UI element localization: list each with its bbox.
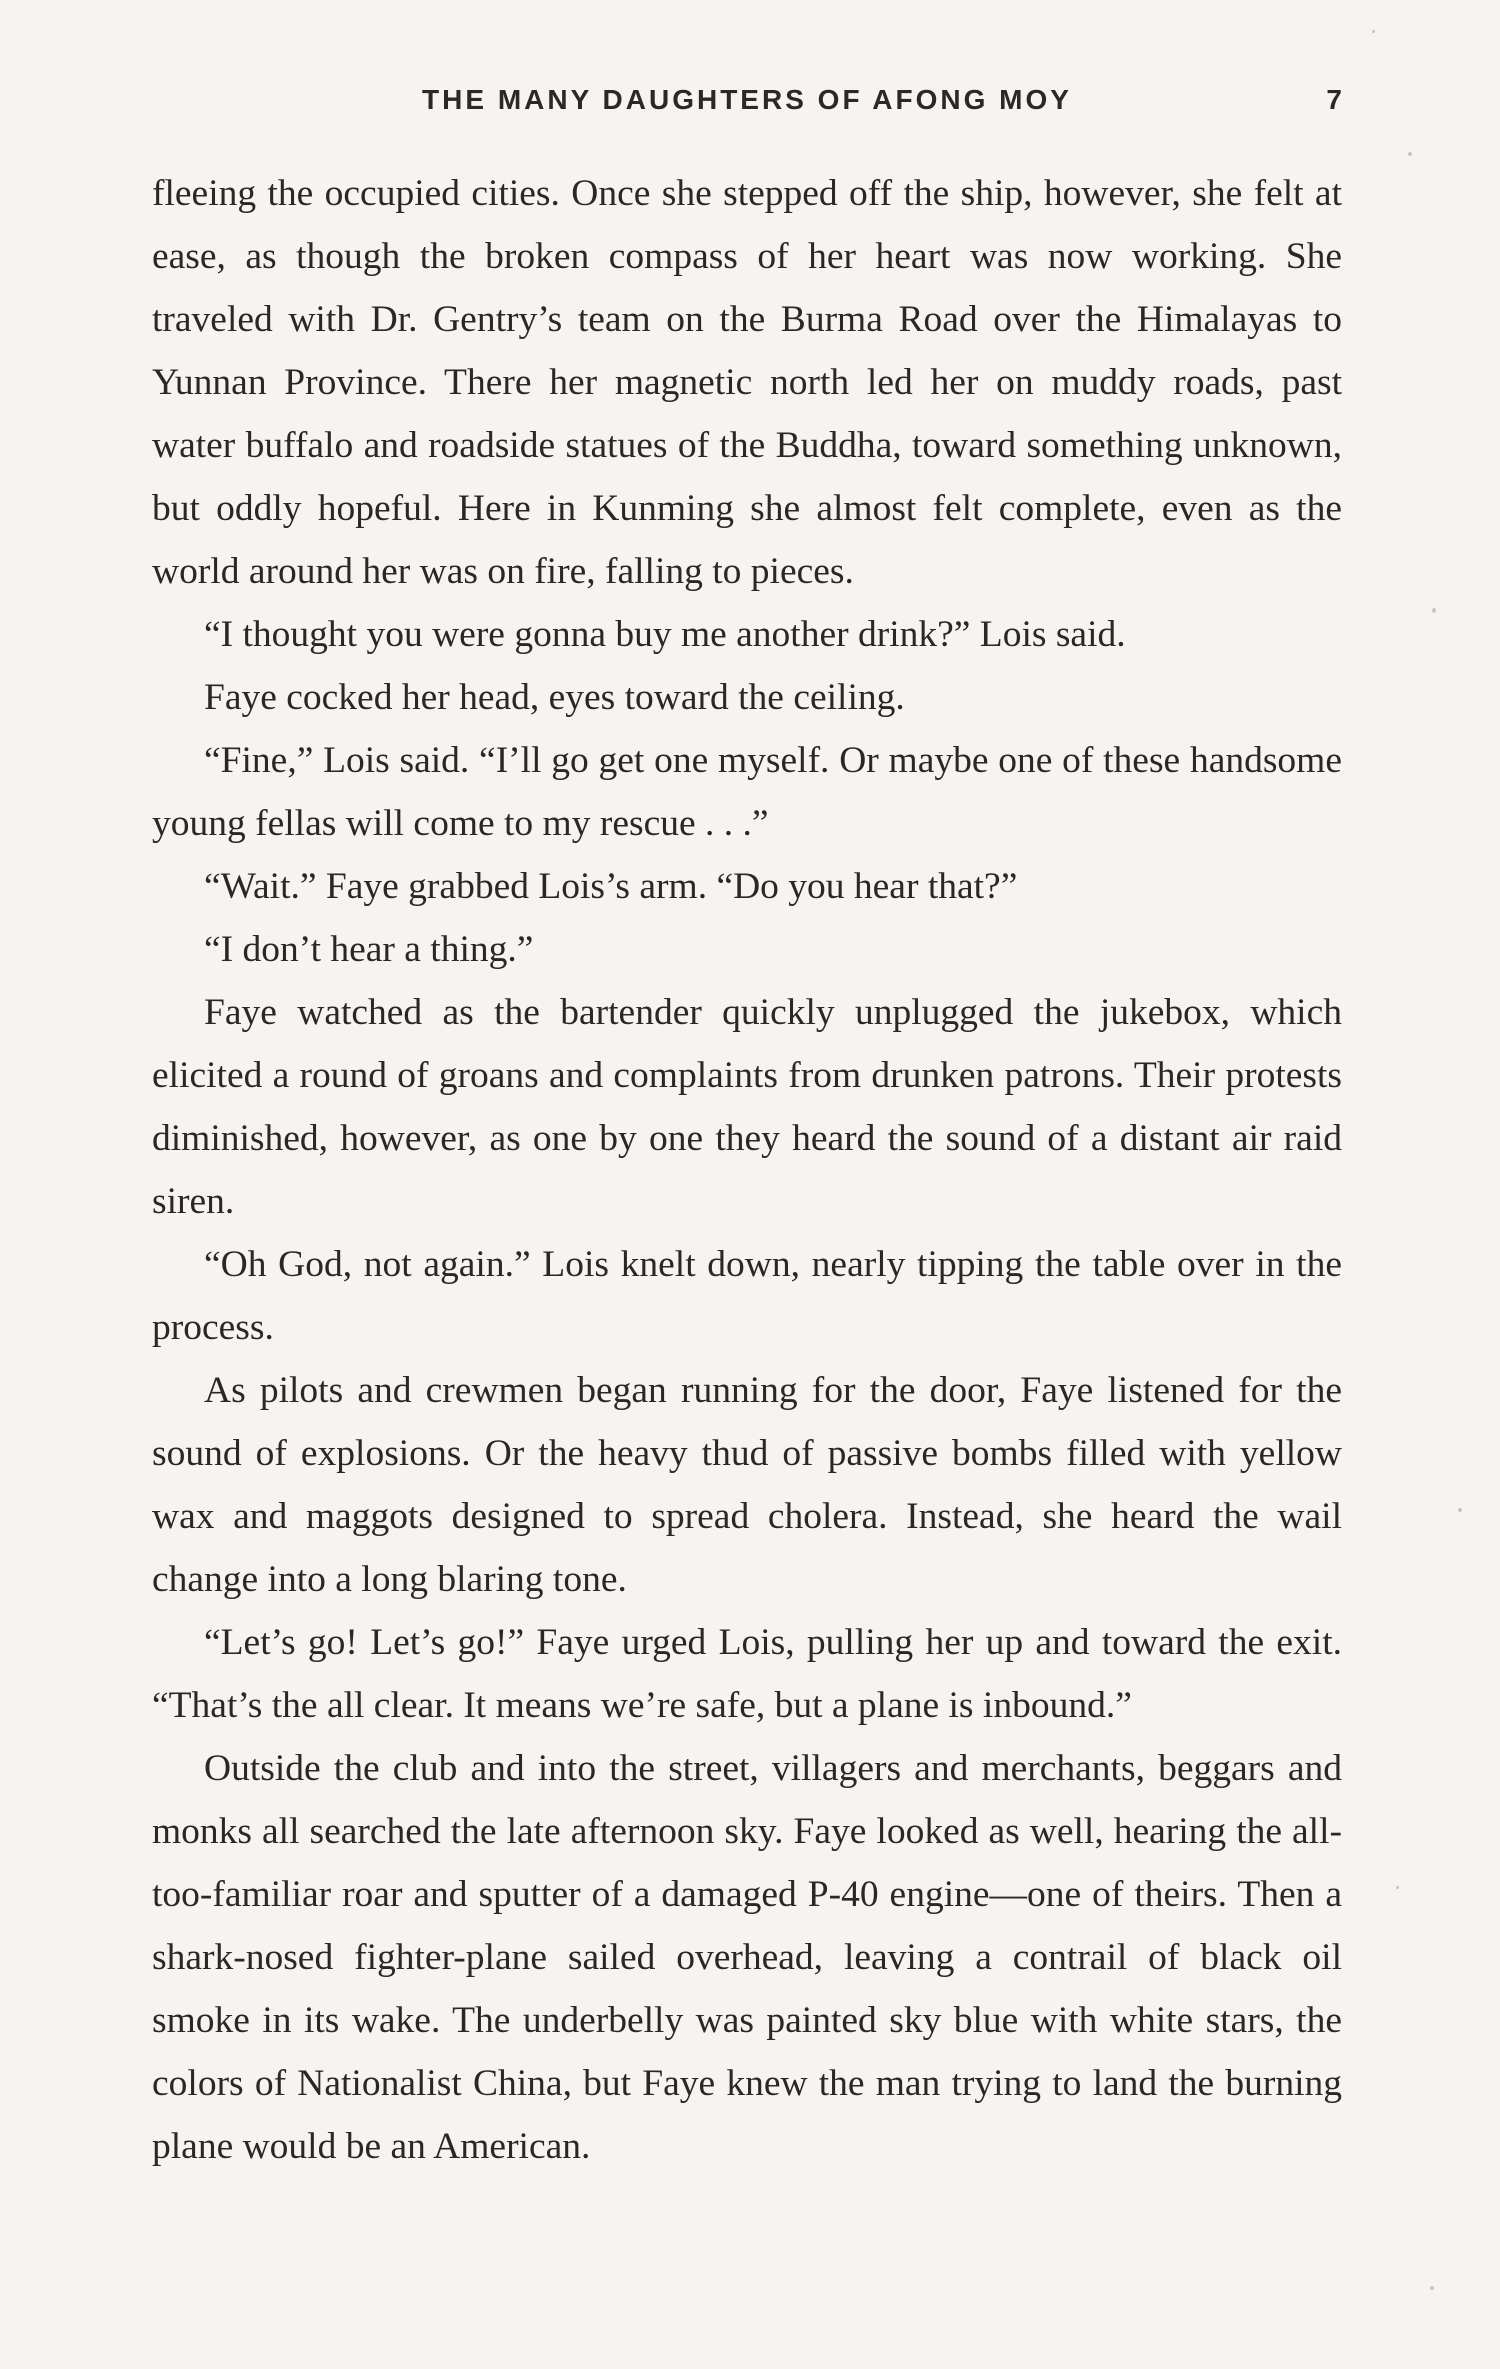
running-title: THE MANY DAUGHTERS OF AFONG MOY	[422, 84, 1072, 115]
body-text	[152, 162, 1342, 2178]
paragraph: “Wait.” Faye grabbed Lois’s arm. “Do you hear that?”	[204, 866, 1018, 907]
paragraph: Faye watched as the bartender quickly unplugged the jukebox, which elicited a round of groans and complaints from drunken patrons. Their protests diminished, however, as one by one they heard the sound of a distant air raid siren.	[152, 992, 1342, 1222]
scan-speck	[1408, 152, 1412, 156]
paragraph: “I thought you were gonna buy me another drink?” Lois said.	[204, 614, 1126, 655]
scan-speck	[1432, 608, 1436, 613]
paragraph: As pilots and crewmen began running for the door, Faye listened for the sound of explosions. Or the heavy thud of passive bombs filled with yellow wax and maggots designed to spread cholera. Instead, she heard the wail change into a long blaring tone.	[152, 1370, 1342, 1600]
paragraph: “I don’t hear a thing.”	[204, 929, 534, 970]
scan-speck	[1430, 2286, 1434, 2290]
page-number: 7	[1326, 84, 1342, 115]
paragraph: “Let’s go! Let’s go!” Faye urged Lois, pulling her up and toward the exit. “That’s the all clear. It means we’re safe, but a plane is inbound.”	[152, 1622, 1342, 1726]
scan-speck	[1372, 30, 1375, 33]
paragraph: Faye cocked her head, eyes toward the ceiling.	[204, 677, 905, 718]
paragraph: “Fine,” Lois said. “I’ll go get one myself. Or maybe one of these handsome young fellas will come to my rescue . . .”	[152, 740, 1342, 844]
scan-speck	[1458, 1508, 1462, 1512]
running-head	[152, 84, 1342, 124]
paragraph: “Oh God, not again.” Lois knelt down, nearly tipping the table over in the process.	[152, 1244, 1342, 1348]
paragraph: Outside the club and into the street, villagers and merchants, beggars and monks all searched the late afternoon sky. Faye looked as well, hearing the all-too-familiar roar and sputter of a damaged P-40 engine—one of theirs. Then a shark-nosed fighter-plane sailed overhead, leaving a contrail of black oil smoke in its wake. The underbelly was painted sky blue with white stars, the colors of Nationalist China, but Faye knew the man trying to land the burning plane would be an American.	[152, 1748, 1342, 2167]
paragraph: fleeing the occupied cities. Once she stepped off the ship, however, she felt at ease, as though the broken compass of her heart was now working. She traveled with Dr. Gentry’s team on the Burma Road over the Himalayas to Yunnan Province. There her magnetic north led her on muddy roads, past water buffalo and roadside statues of the Buddha, toward something unknown, but oddly hopeful. Here in Kunming she almost felt complete, even as the world around her was on fire, falling to pieces.	[152, 173, 1342, 592]
scan-speck	[1396, 1886, 1399, 1889]
